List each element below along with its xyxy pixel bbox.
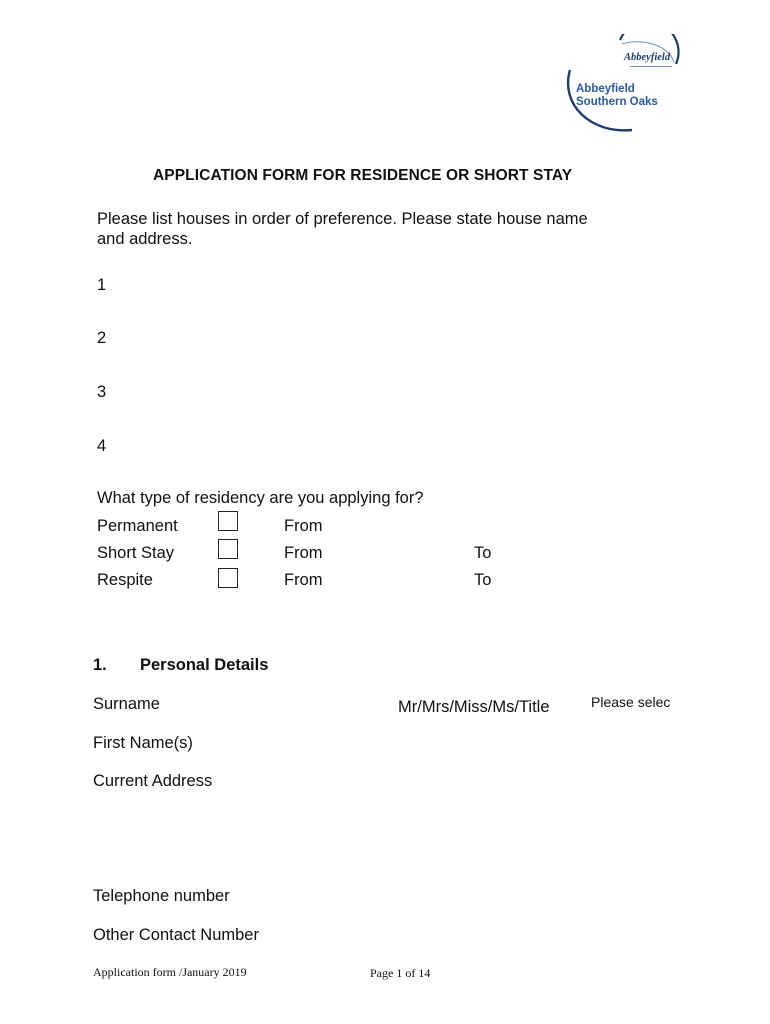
preference-1: 1 <box>97 276 107 294</box>
residency-question: What type of residency are you applying for? <box>97 489 424 507</box>
residency-permanent-checkbox[interactable] <box>218 511 238 531</box>
telephone-field[interactable] <box>255 882 675 906</box>
other-contact-field[interactable] <box>285 921 675 945</box>
first-names-field[interactable] <box>215 729 675 753</box>
logo-tagline-line <box>630 66 672 67</box>
surname-field[interactable] <box>180 690 390 714</box>
section-1-heading: Personal Details <box>140 656 269 674</box>
logo <box>560 34 680 134</box>
current-address-label: Current Address <box>93 772 213 790</box>
footer-left: Application form /January 2019 <box>93 965 247 979</box>
residency-respite-to-field[interactable] <box>500 566 680 590</box>
preference-2: 2 <box>97 329 107 347</box>
residency-respite-label: Respite <box>97 571 153 589</box>
first-names-label: First Name(s) <box>93 734 193 752</box>
residency-short-stay-to-field[interactable] <box>500 539 680 563</box>
preference-3: 3 <box>97 383 107 401</box>
surname-label: Surname <box>93 695 160 713</box>
instruction-line-2: and address. <box>97 230 193 248</box>
residency-short-stay-to-label: To <box>474 544 492 562</box>
telephone-label: Telephone number <box>93 887 230 905</box>
current-address-field[interactable] <box>235 767 675 877</box>
page-title: APPLICATION FORM FOR RESIDENCE OR SHORT STAY <box>153 167 573 184</box>
residency-respite-from-field[interactable] <box>330 566 460 590</box>
title-label: Mr/Mrs/Miss/Ms/Title <box>398 698 550 716</box>
residency-short-stay-checkbox[interactable] <box>218 539 238 559</box>
preference-1-field[interactable] <box>120 270 680 298</box>
other-contact-label: Other Contact Number <box>93 926 259 944</box>
title-select[interactable]: Please selec <box>591 694 671 710</box>
preference-2-field[interactable] <box>120 323 680 351</box>
residency-short-stay-label: Short Stay <box>97 544 175 562</box>
preference-3-field[interactable] <box>120 377 680 405</box>
footer-page-number: Page 1 of 14 <box>370 966 431 980</box>
residency-respite-from-label: From <box>284 571 323 589</box>
instruction-line-1: Please list houses in order of preference. Please state house name <box>97 210 588 228</box>
preference-4: 4 <box>97 437 107 455</box>
section-1-number: 1. <box>93 656 107 674</box>
residency-permanent-from-label: From <box>284 517 323 535</box>
residency-respite-checkbox[interactable] <box>218 568 238 588</box>
residency-short-stay-from-field[interactable] <box>330 539 460 563</box>
preference-4-field[interactable] <box>120 431 680 459</box>
logo-name-line1: Abbeyfield <box>576 83 635 95</box>
residency-permanent-label: Permanent <box>97 517 178 535</box>
residency-short-stay-from-label: From <box>284 544 323 562</box>
logo-brand: Abbeyfield <box>624 52 671 63</box>
logo-name-line2: Southern Oaks <box>576 96 658 108</box>
residency-permanent-from-field[interactable] <box>330 512 460 536</box>
residency-respite-to-label: To <box>474 571 492 589</box>
